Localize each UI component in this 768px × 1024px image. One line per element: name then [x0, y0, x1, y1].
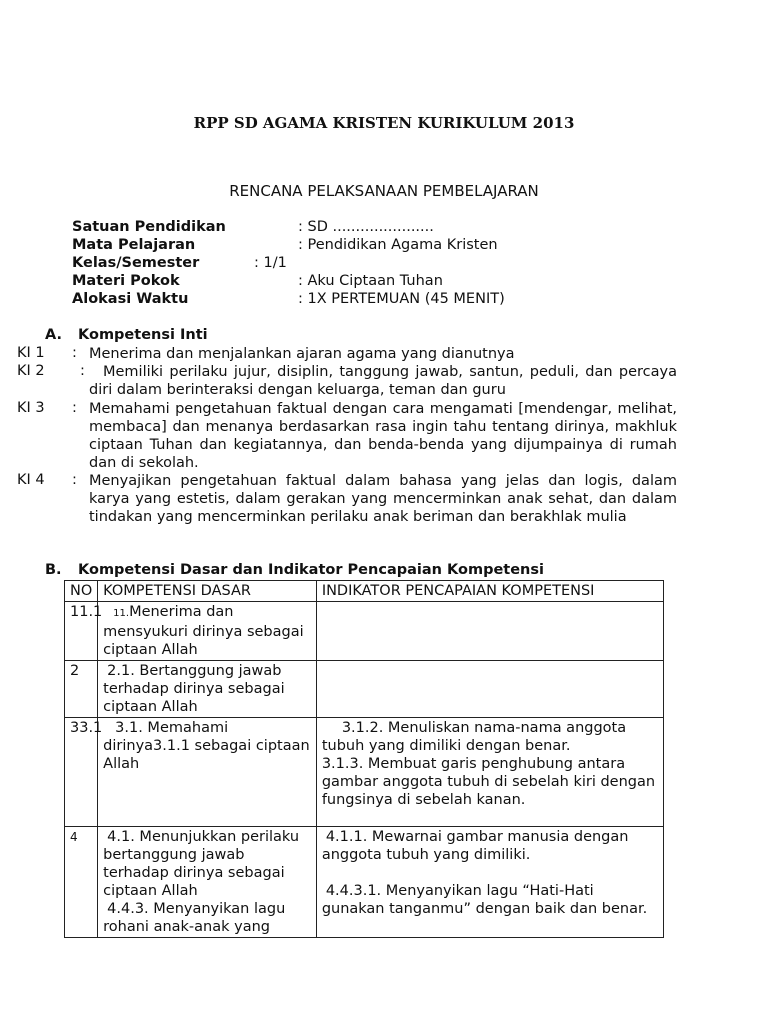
- row-no: 11.1: [65, 602, 98, 661]
- identity-value: : 1X PERTEMUAN (45 MENIT): [298, 291, 505, 307]
- ki-code: KI 4: [17, 472, 45, 488]
- document-subtitle: RENCANA PELAKSANAAN PEMBELAJARAN: [229, 182, 539, 200]
- identity-label: Mata Pelajaran: [72, 237, 196, 253]
- ki-colon: :: [80, 363, 85, 379]
- table-header-row: [65, 581, 664, 602]
- row-indikator: [316, 661, 663, 718]
- competency-table: [64, 580, 664, 938]
- row-indikator: [316, 602, 663, 661]
- row-indikator: [316, 827, 663, 938]
- kd-text: 3.1. Memahami dirinya3.1.1 sebagai ciptaan Allah: [103, 720, 310, 772]
- section-b-letter: B.: [45, 562, 62, 578]
- table-row: [65, 661, 664, 718]
- ki-text: Memiliki perilaku jujur, disiplin, tanggung jawab, santun, peduli, dan percaya diri dalam berinteraksi dengan keluarga, teman dan guru: [89, 364, 677, 398]
- indicator-text: 3.1.2. Menuliskan nama-nama anggota tubuh yang dimiliki dengan benar.: [321, 720, 627, 754]
- row-kompetensi-dasar: [98, 827, 317, 938]
- header-kompetensi-dasar: KOMPETENSI DASAR: [98, 581, 317, 602]
- indicator-text: 3.1.3. Membuat garis penghubung antara gambar anggota tubuh di sebelah kiri dengan fungsinya di sebelah kanan.: [321, 756, 656, 808]
- identity-value: : Pendidikan Agama Kristen: [298, 237, 498, 253]
- identity-value: : 1/1: [254, 255, 287, 271]
- ki-text: Memahami pengetahuan faktual dengan cara mengamati [mendengar, melihat, membaca] dan menanya berdasarkan rasa ingin tahu tentang dirinya, makhluk ciptaan Tuhan dan kegiatannya, dan benda-benda yang dijumpainya di rumah dan di sekolah.: [89, 401, 677, 471]
- identity-value: : Aku Ciptaan Tuhan: [298, 273, 443, 289]
- row-kompetensi-dasar: [98, 661, 317, 718]
- ki-colon: :: [72, 400, 77, 416]
- kd-prefix: 11.: [113, 608, 130, 619]
- indicator-spacer: [322, 864, 658, 882]
- header-indikator: INDIKATOR PENCAPAIAN KOMPETENSI: [316, 581, 663, 602]
- identity-label: Alokasi Waktu: [72, 291, 189, 307]
- row-kompetensi-dasar: [98, 602, 317, 661]
- indicator-text: 4.1.1. Mewarnai gambar manusia dengan anggota tubuh yang dimiliki.: [321, 829, 629, 863]
- table-row: [65, 602, 664, 661]
- row-no: 33.1: [65, 718, 98, 827]
- document-title: RPP SD AGAMA KRISTEN KURIKULUM 2013: [193, 114, 575, 132]
- kd-text-2: 4.4.3. Menyanyikan lagu rohani anak-anak yang: [103, 901, 286, 935]
- section-a-letter: A.: [45, 327, 62, 343]
- row-no: 2: [65, 661, 98, 718]
- ki-text: Menyajikan pengetahuan faktual dalam bahasa yang jelas dan logis, dalam karya yang estetis, dalam gerakan yang mencerminkan anak sehat, dan dalam tindakan yang mencerminkan perilaku anak beriman dan berakhlak mulia: [89, 473, 677, 525]
- table-row: [65, 827, 664, 938]
- section-a-title: Kompetensi Inti: [78, 327, 208, 343]
- ki-code: KI 1: [17, 345, 45, 361]
- identity-label: Materi Pokok: [72, 273, 180, 289]
- identity-value: : SD ......................: [298, 219, 434, 235]
- row-indikator: [316, 718, 663, 827]
- kd-text: 4.1. Menunjukkan perilaku bertanggung jawab terhadap dirinya sebagai ciptaan Allah: [103, 829, 300, 899]
- header-no: NO: [65, 581, 98, 602]
- table-row: [65, 718, 664, 827]
- section-b-title: Kompetensi Dasar dan Indikator Pencapaian Kompetensi: [78, 562, 544, 578]
- ki-colon: :: [72, 472, 77, 488]
- row-kompetensi-dasar: [98, 718, 317, 827]
- kd-text: Menerima dan mensyukuri dirinya sebagai ciptaan Allah: [103, 604, 304, 658]
- kd-text: 2.1. Bertanggung jawab terhadap dirinya sebagai ciptaan Allah: [103, 663, 285, 715]
- ki-text: Menerima dan menjalankan ajaran agama yang dianutnya: [89, 346, 515, 362]
- row-no: 4: [65, 827, 98, 938]
- ki-colon: :: [72, 345, 77, 361]
- ki-code: KI 3: [17, 400, 45, 416]
- ki-code: KI 2: [17, 363, 45, 379]
- identity-label: Kelas/Semester: [72, 255, 200, 271]
- identity-label: Satuan Pendidikan: [72, 219, 226, 235]
- indicator-text: 4.4.3.1. Menyanyikan lagu “Hati-Hati gunakan tanganmu” dengan baik dan benar.: [321, 883, 648, 917]
